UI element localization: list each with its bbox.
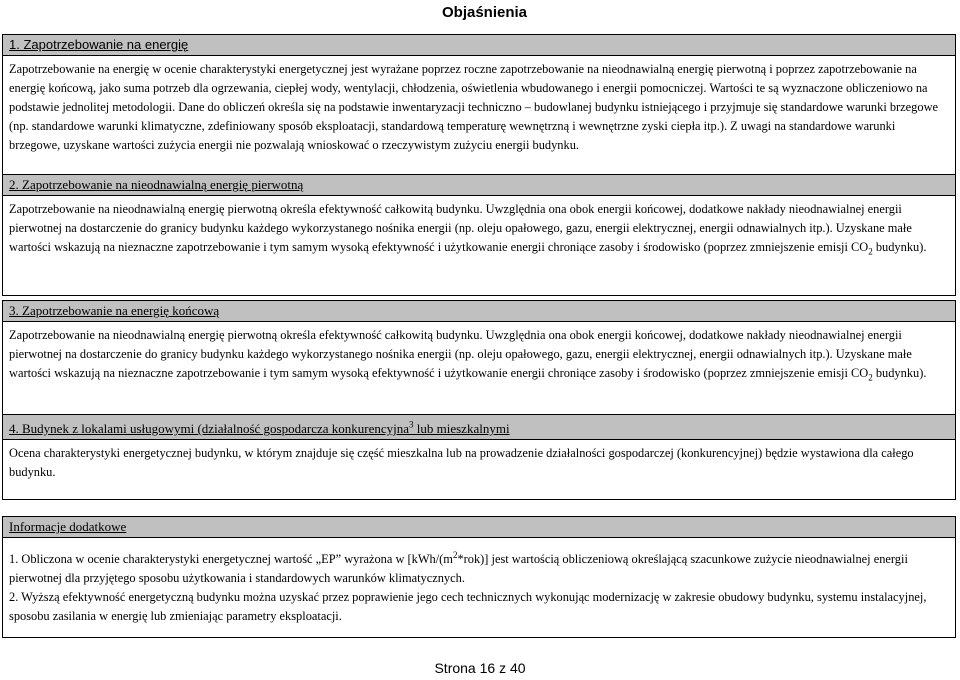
page-footer: Strona 16 z 40 <box>434 660 526 676</box>
section-additional-info <box>2 516 956 638</box>
section-body <box>2 322 956 416</box>
section-heading: Informacje dodatkowe <box>2 516 956 538</box>
section-energy-demand <box>2 34 956 176</box>
additional-item-1: 1. Obliczona w ocenie charakterystyki energetycznej wartość „EP” wyrażona w $[kWh/(m^2*rok)]$ jest wartością obliczeniową określającą szacunkowe zużycie nieodnawialnej energii pierwotnej dla przyjętego sposobu użytkowania i standardowych warunków klimatycznych. <box>9 550 908 586</box>
additional-item-2: 2. Wyższą efektywność energetyczną budynku można uzyskać przez poprawienie jego cech technicznych wykonując modernizację w zakresie obudowy budynku, systemu instalacyjnej, sposobu zasilania w energię lub zmieniając parametry eksploatacji. <box>9 590 927 624</box>
section-heading: 3. Zapotrzebowanie na energię końcową <box>2 300 956 322</box>
section-heading: 4. Budynek z lokalami usługowymi (działalność gospodarcza konkurencyjna$^3$ lub mieszkalnymi <box>2 414 956 440</box>
section-body <box>2 56 956 176</box>
section-text: Ocena charakterystyki energetycznej budynku, w którym znajduje się część mieszkalna lub na prowadzenie działalności gospodarczej (konkurencyjnej) będzie wystawiona dla całego budynku. <box>9 446 914 480</box>
section-heading: 2. Zapotrzebowanie na nieodnawialną energię pierwotną <box>2 174 956 196</box>
section-heading: 1. Zapotrzebowanie na energię <box>2 34 956 56</box>
section-primary-energy <box>2 174 956 296</box>
section-body <box>2 538 956 638</box>
section-text: Zapotrzebowanie na nieodnawialną energię pierwotną określa efektywność całkowitą budynku. Uwzględnia ona obok energii końcowej, dodatkowe nakłady nieodnawialnej energii pierwotnej na dostarczenie do granicy budynku każdego wykorzystanego nośnika energii (np. oleju opałowego, gazu, energii elektrycznej, energii odnawialnych itp.). Uzyskane małe wartości wskazują na nieznaczne zapotrzebowanie i tym samym wysoką efektywność i użytkowanie energii chroniące zasoby i środowisko (poprzez zmniejszenie emisji $CO_2$ budynku). <box>9 328 927 383</box>
section-final-energy <box>2 300 956 416</box>
section-text: Zapotrzebowanie na nieodnawialną energię pierwotną określa efektywność całkowitą budynku. Uwzględnia ona obok energii końcowej, dodatkowe nakłady nieodnawialnej energii pierwotnej na dostarczenie do granicy budynku każdego wykorzystanego nośnika energii (np. oleju opałowego, gazu, energii elektrycznej, energii odnawialnych itp.). Uzyskane małe wartości wskazują na nieznaczne zapotrzebowanie i tym samym wysoką efektywność i użytkowanie energii chroniące zasoby i środowisko (poprzez zmniejszenie emisji $CO_2$ budynku). <box>9 202 927 257</box>
section-service-building <box>2 414 956 500</box>
section-body <box>2 196 956 296</box>
section-text: Zapotrzebowanie na energię w ocenie charakterystyki energetycznej jest wyrażane poprzez roczne zapotrzebowanie na nieodnawialną energię pierwotną i poprzez zapotrzebowanie na energię końcową, jako suma potrzeb dla ogrzewania, ciepłej wody, wentylacji, chłodzenia, oświetlenia wbudowanego i energii pomocniczej. Wartości te są wyznaczone obliczeniowo na podstawie jednolitej metodologii. Dane do obliczeń określa się na podstawie inwentaryzacji techniczno – budowlanej budynku istniejącego i przyjmuje się standardowe warunki brzegowe (np. standardowe warunki klimatyczne, zdefiniowany sposób eksploatacji, standardową temperaturę wewnętrzną i wewnętrzne zyski ciepła itp.). Z uwagi na standardowe warunki brzegowe, uzyskane wartości zużycia energii nie pozwalają wnioskować o rzeczywistym zużyciu energii budynku. <box>9 62 939 152</box>
page-title: Objaśnienia <box>442 4 528 21</box>
section-body <box>2 440 956 500</box>
